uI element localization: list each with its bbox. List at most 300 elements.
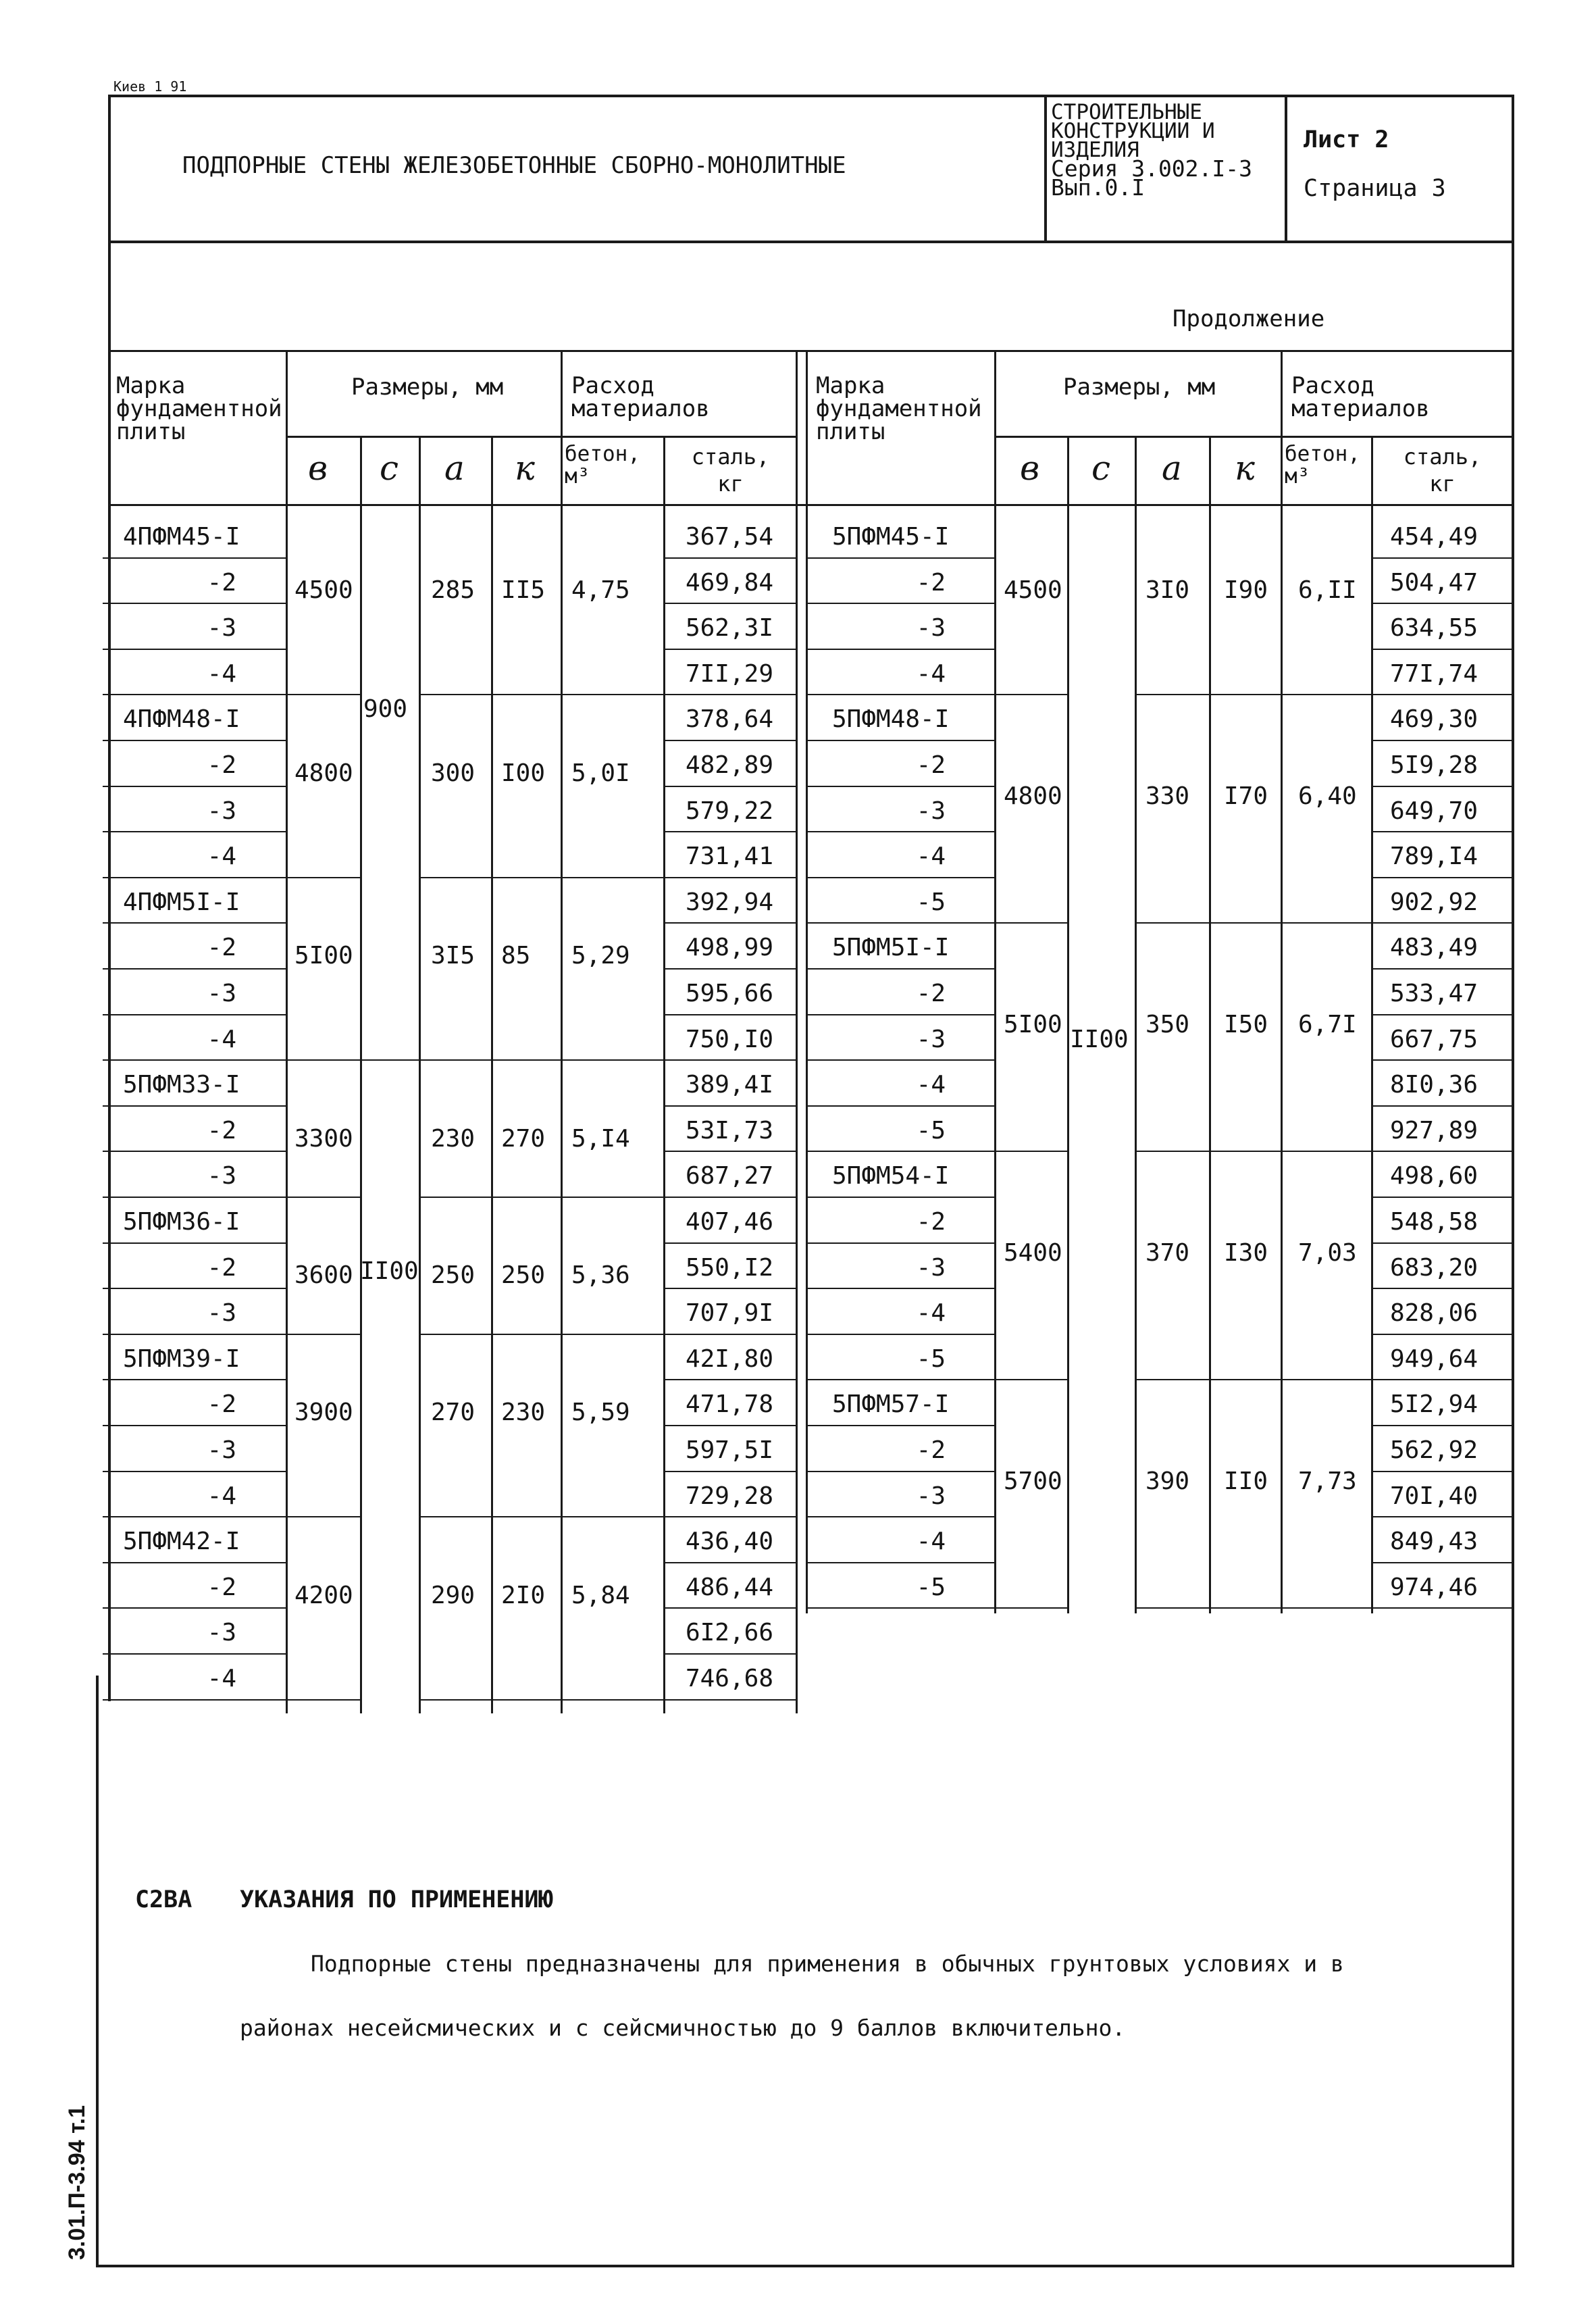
row-divider xyxy=(806,1288,996,1289)
row-divider xyxy=(663,1334,797,1335)
group-divider xyxy=(419,877,663,878)
row-divider xyxy=(1371,922,1514,924)
row-divider xyxy=(663,877,797,878)
col-k-right: к xyxy=(1235,449,1255,488)
concrete-header: бетон, м³ xyxy=(565,442,640,488)
table-row-mark: -3 xyxy=(207,1619,236,1647)
group-beton: 7,73 xyxy=(1298,1467,1357,1495)
table-row-mark: -2 xyxy=(916,568,946,597)
frame-bottom xyxy=(96,2265,1514,2267)
row-divider xyxy=(663,1242,797,1244)
row-divider xyxy=(1371,1516,1514,1517)
group-b: 4800 xyxy=(294,759,353,787)
group-k: 230 xyxy=(501,1399,546,1427)
group-k: I70 xyxy=(1224,782,1268,810)
table-row-steel: 731,41 xyxy=(685,842,773,871)
group-b: 3900 xyxy=(294,1399,353,1427)
top-stamp: Киев 1 91 xyxy=(113,78,187,95)
table-row-mark: -3 xyxy=(207,980,236,1007)
group-c: 900 xyxy=(363,695,408,724)
table-row-mark: -5 xyxy=(916,1573,946,1601)
row-divider xyxy=(806,1334,996,1335)
table-row-mark: 5ПФМ57-I xyxy=(832,1390,950,1419)
group-divider xyxy=(1135,1607,1372,1609)
frame-top xyxy=(108,95,1514,97)
table-row-mark: -3 xyxy=(207,614,236,643)
group-divider xyxy=(1135,922,1372,924)
page-number: Страница 3 xyxy=(1304,175,1446,202)
row-divider xyxy=(103,1242,287,1244)
row-divider xyxy=(806,1516,996,1517)
table-row-steel: 498,99 xyxy=(685,934,773,962)
group-beton: 6,II xyxy=(1298,576,1357,605)
group-k: 85 xyxy=(501,942,531,970)
group-a: 370 xyxy=(1145,1238,1190,1267)
group-divider xyxy=(994,1379,1069,1380)
row-divider xyxy=(103,831,287,832)
group-a: 3I0 xyxy=(1145,576,1190,605)
group-a: 3I5 xyxy=(431,942,475,970)
table-row-steel: 6I2,66 xyxy=(685,1619,773,1647)
table-row-steel: 469,84 xyxy=(685,568,773,597)
col-k: к xyxy=(515,449,535,488)
group-a: 230 xyxy=(431,1124,475,1153)
series-line: СТРОИТЕЛЬНЫЕ xyxy=(1051,100,1202,124)
row-divider xyxy=(806,1242,996,1244)
group-divider xyxy=(419,1699,663,1701)
table-row-mark: 5ПФМ39-I xyxy=(123,1344,240,1373)
group-beton: 5,59 xyxy=(571,1399,630,1427)
table-row-steel: 454,49 xyxy=(1389,523,1478,551)
table-row-mark: 5ПФМ48-I xyxy=(832,705,950,734)
row-divider xyxy=(103,1425,287,1426)
table-row-mark: 4ПФМ48-I xyxy=(123,705,240,734)
row-divider xyxy=(806,1425,996,1426)
group-divider xyxy=(286,1334,361,1335)
side-stamp: 3.01.П-3.94 т.1 xyxy=(64,2105,90,2260)
row-divider xyxy=(1371,877,1514,878)
table-row-steel: 849,43 xyxy=(1389,1528,1478,1556)
group-k: I30 xyxy=(1224,1238,1268,1267)
group-divider xyxy=(1135,694,1372,695)
table-row-steel: 471,78 xyxy=(685,1390,773,1419)
row-divider xyxy=(103,968,287,970)
table-row-steel: 729,28 xyxy=(685,1482,773,1510)
row-divider xyxy=(1371,557,1514,559)
table-row-mark: -2 xyxy=(916,751,946,779)
table-row-steel: 746,68 xyxy=(685,1665,773,1692)
row-divider xyxy=(806,603,996,604)
row-divider xyxy=(103,1379,287,1380)
table-row-mark: -3 xyxy=(916,614,946,643)
row-divider xyxy=(103,1516,287,1517)
row-divider xyxy=(663,1607,797,1609)
row-divider xyxy=(1371,1242,1514,1244)
section-text-line: районах несейсмических и с сейсмичностью до 9 баллов включительно. xyxy=(240,2015,1126,2041)
table-row-steel: 949,64 xyxy=(1389,1344,1478,1373)
group-beton: 6,40 xyxy=(1298,782,1357,810)
table-row-steel: 482,89 xyxy=(685,751,773,779)
row-divider xyxy=(663,1197,797,1198)
group-k: I50 xyxy=(1224,1010,1268,1038)
table-row-mark: -4 xyxy=(207,1025,236,1053)
group-k: 250 xyxy=(501,1261,546,1290)
table-row-mark: -2 xyxy=(207,934,236,962)
table-row-steel: 483,49 xyxy=(1389,934,1478,962)
table-row-steel: 367,54 xyxy=(685,523,773,551)
table-row-steel: 687,27 xyxy=(685,1162,773,1190)
table-row-mark: -3 xyxy=(207,1299,236,1328)
table-row-steel: 504,47 xyxy=(1389,568,1478,597)
table-row-steel: 7II,29 xyxy=(685,659,773,688)
table-row-steel: 902,92 xyxy=(1389,888,1478,916)
row-divider xyxy=(1371,1105,1514,1107)
table-row-mark: -2 xyxy=(916,1436,946,1464)
table-row-steel: 77I,74 xyxy=(1389,659,1478,688)
row-divider xyxy=(103,603,287,604)
group-b: 3300 xyxy=(294,1124,353,1153)
table-row-steel: 579,22 xyxy=(685,797,773,825)
row-divider xyxy=(103,1197,287,1198)
mark-header: Марка фундаментной плиты xyxy=(116,372,282,445)
row-divider xyxy=(1371,694,1514,695)
group-divider xyxy=(419,1516,663,1517)
row-divider xyxy=(663,1471,797,1472)
group-a: 390 xyxy=(1145,1467,1190,1495)
table-row-steel: 683,20 xyxy=(1389,1253,1478,1282)
group-divider xyxy=(419,1059,663,1061)
row-divider xyxy=(103,740,287,741)
col-c-right: с xyxy=(1091,449,1111,488)
table-row-mark: 5ПФМ42-I xyxy=(123,1528,240,1556)
group-a: 350 xyxy=(1145,1010,1190,1038)
row-divider xyxy=(663,1105,797,1107)
sheet-number: Лист 2 xyxy=(1304,126,1389,153)
row-divider xyxy=(663,1425,797,1426)
row-divider xyxy=(806,1379,996,1380)
row-divider xyxy=(806,1151,996,1152)
table-row-mark: -4 xyxy=(916,1528,946,1556)
table-row-mark: -2 xyxy=(207,568,236,597)
row-divider xyxy=(663,694,797,695)
table-row-steel: 533,47 xyxy=(1389,980,1478,1007)
table-row-mark: -4 xyxy=(207,842,236,871)
group-a: 330 xyxy=(1145,782,1190,810)
row-divider xyxy=(806,1059,996,1061)
table-row-steel: 667,75 xyxy=(1389,1025,1478,1053)
group-divider xyxy=(419,694,663,695)
group-b: 5700 xyxy=(1004,1467,1062,1495)
table-row-mark: -4 xyxy=(916,842,946,871)
steel-header: сталь, кг xyxy=(691,444,770,497)
row-divider xyxy=(663,740,797,741)
group-divider xyxy=(286,877,361,878)
table-row-steel: 5I2,94 xyxy=(1389,1390,1478,1419)
col-c: с xyxy=(380,449,399,488)
group-divider xyxy=(1135,1151,1372,1152)
concrete-header-right: бетон, м³ xyxy=(1285,442,1360,488)
table-row-mark: -2 xyxy=(207,1390,236,1419)
row-divider xyxy=(663,1562,797,1563)
row-divider xyxy=(1371,968,1514,970)
group-divider xyxy=(1135,1379,1372,1380)
row-divider xyxy=(103,1334,287,1335)
table-row-steel: 469,30 xyxy=(1389,705,1478,734)
row-divider xyxy=(806,1105,996,1107)
table-row-steel: 595,66 xyxy=(685,980,773,1007)
row-divider xyxy=(806,1197,996,1198)
table-row-mark: -4 xyxy=(207,659,236,688)
group-k: I00 xyxy=(501,759,546,787)
row-divider xyxy=(103,649,287,650)
row-divider xyxy=(103,786,287,787)
table-row-steel: 707,9I xyxy=(685,1299,773,1328)
row-divider xyxy=(103,1059,287,1061)
group-divider xyxy=(286,694,361,695)
col-a: а xyxy=(444,449,465,488)
document-title: ПОДПОРНЫЕ СТЕНЫ ЖЕЛЕЗОБЕТОННЫЕ СБОРНО-МОНОЛИТНЫЕ xyxy=(182,152,846,179)
table-row-mark: -4 xyxy=(916,659,946,688)
group-k: II5 xyxy=(501,576,546,605)
group-beton: 5,29 xyxy=(571,942,630,970)
table-row-steel: 389,4I xyxy=(685,1071,773,1099)
table-row-mark: -3 xyxy=(916,1253,946,1282)
table-row-mark: -4 xyxy=(916,1299,946,1328)
group-b: 5I00 xyxy=(294,942,353,970)
table-row-mark: 5ПФМ45-I xyxy=(832,523,950,551)
table-row-mark: 4ПФМ5I-I xyxy=(123,888,240,916)
row-divider xyxy=(1371,1562,1514,1563)
row-divider xyxy=(663,968,797,970)
group-beton: 5,0I xyxy=(571,759,630,787)
table-row-mark: -3 xyxy=(207,1436,236,1464)
row-divider xyxy=(663,831,797,832)
group-beton: 5,I4 xyxy=(571,1124,630,1153)
table-row-steel: 649,70 xyxy=(1389,797,1478,825)
section-code: С2ВА xyxy=(135,1886,192,1913)
table-row-steel: 548,58 xyxy=(1389,1208,1478,1236)
table-row-steel: 789,I4 xyxy=(1389,842,1478,871)
row-divider xyxy=(663,557,797,559)
table-row-mark: 5ПФМ54-I xyxy=(832,1162,950,1190)
group-a: 290 xyxy=(431,1581,475,1609)
row-divider xyxy=(663,1516,797,1517)
table-row-steel: 486,44 xyxy=(685,1573,773,1601)
row-divider xyxy=(1371,740,1514,741)
row-divider xyxy=(103,1105,287,1107)
table-row-steel: 53I,73 xyxy=(685,1116,773,1145)
table-row-mark: -2 xyxy=(207,1116,236,1145)
table-row-mark: -4 xyxy=(207,1482,236,1510)
row-divider xyxy=(103,1471,287,1472)
row-divider xyxy=(663,786,797,787)
series-line: Серия 3.002.I-3 xyxy=(1051,155,1253,182)
row-divider xyxy=(806,968,996,970)
row-divider xyxy=(806,786,996,787)
row-divider xyxy=(663,1014,797,1015)
group-divider xyxy=(286,1197,361,1198)
steel-header-right: сталь, кг xyxy=(1403,444,1482,497)
group-k: II0 xyxy=(1224,1467,1268,1495)
row-divider xyxy=(1371,1014,1514,1015)
row-divider xyxy=(103,877,287,878)
group-b: 5400 xyxy=(1004,1238,1062,1267)
row-divider xyxy=(806,877,996,878)
mark-header-right: Марка фундаментной плиты xyxy=(816,372,982,445)
group-divider xyxy=(994,1151,1069,1152)
row-divider xyxy=(103,1562,287,1563)
group-divider xyxy=(286,1059,361,1061)
group-divider xyxy=(994,922,1069,924)
series-line: КОНСТРУКЦИИ И xyxy=(1051,119,1215,143)
row-divider xyxy=(663,603,797,604)
table-row-steel: 498,60 xyxy=(1389,1162,1478,1190)
table-row-steel: 5I9,28 xyxy=(1389,751,1478,779)
table-row-steel: 750,I0 xyxy=(685,1025,773,1053)
row-divider xyxy=(1371,1379,1514,1380)
table-row-steel: 392,94 xyxy=(685,888,773,916)
row-divider xyxy=(103,1151,287,1152)
table-row-mark: -3 xyxy=(916,1482,946,1510)
table-row-mark: -2 xyxy=(207,1573,236,1601)
table-row-steel: 42I,80 xyxy=(685,1344,773,1373)
frame-right xyxy=(1512,95,1514,2267)
row-divider xyxy=(806,1014,996,1015)
row-divider xyxy=(663,1151,797,1152)
row-divider xyxy=(103,1014,287,1015)
group-a: 270 xyxy=(431,1399,475,1427)
frame-left xyxy=(108,95,111,1701)
row-divider xyxy=(1371,1151,1514,1152)
row-divider xyxy=(1371,649,1514,650)
table-row-steel: 828,06 xyxy=(1389,1299,1478,1328)
row-divider xyxy=(103,1288,287,1289)
group-b: 3600 xyxy=(294,1261,353,1290)
table-row-steel: 378,64 xyxy=(685,705,773,734)
table-row-steel: 562,3I xyxy=(685,614,773,643)
row-divider xyxy=(663,649,797,650)
table-row-steel: 974,46 xyxy=(1389,1573,1478,1601)
sizes-header: Размеры, мм xyxy=(351,374,504,401)
group-k: 270 xyxy=(501,1124,546,1153)
table-row-mark: -3 xyxy=(916,797,946,825)
table-row-steel: 550,I2 xyxy=(685,1253,773,1282)
table-row-mark: 5ПФМ33-I xyxy=(123,1071,240,1099)
row-divider xyxy=(103,1653,287,1655)
group-beton: 5,36 xyxy=(571,1261,630,1290)
row-divider xyxy=(1371,603,1514,604)
row-divider xyxy=(1371,1059,1514,1061)
row-divider xyxy=(1371,1334,1514,1335)
row-divider xyxy=(103,557,287,559)
group-divider xyxy=(419,1334,663,1335)
group-divider xyxy=(994,1607,1069,1609)
col-b-right: в xyxy=(1020,449,1040,488)
group-b: 4500 xyxy=(1004,576,1062,605)
table-row-steel: 70I,40 xyxy=(1389,1482,1478,1510)
group-b: 5I00 xyxy=(1004,1010,1062,1038)
row-divider xyxy=(663,1699,797,1701)
row-divider xyxy=(806,1607,996,1609)
row-divider xyxy=(103,922,287,924)
table-row-mark: -4 xyxy=(207,1665,236,1692)
table-row-mark: -3 xyxy=(916,1025,946,1053)
table-row-steel: 634,55 xyxy=(1389,614,1478,643)
table-row-steel: 407,46 xyxy=(685,1208,773,1236)
group-a: 250 xyxy=(431,1261,475,1290)
row-divider xyxy=(806,922,996,924)
table-row-mark: 5ПФМ5I-I xyxy=(832,934,950,962)
row-divider xyxy=(103,1607,287,1609)
table-row-steel: 927,89 xyxy=(1389,1116,1478,1145)
table-row-mark: -5 xyxy=(916,888,946,916)
table-row-steel: 597,5I xyxy=(685,1436,773,1464)
group-b: 4500 xyxy=(294,576,353,605)
group-divider xyxy=(419,1197,663,1198)
table-row-mark: -3 xyxy=(207,1162,236,1190)
frame-left-lower xyxy=(96,1676,99,2266)
row-divider xyxy=(103,694,287,695)
table-row-mark: -2 xyxy=(916,980,946,1007)
group-b: 4800 xyxy=(1004,782,1062,810)
row-divider xyxy=(1371,831,1514,832)
series-line: Вып.0.I xyxy=(1051,174,1145,201)
row-divider xyxy=(663,1653,797,1655)
group-divider xyxy=(286,1699,361,1701)
row-divider xyxy=(806,1562,996,1563)
group-beton: 4,75 xyxy=(571,576,630,605)
row-divider xyxy=(1371,786,1514,787)
row-divider xyxy=(103,1699,287,1701)
group-divider xyxy=(286,1516,361,1517)
series-block xyxy=(1051,100,1253,201)
group-a: 300 xyxy=(431,759,475,787)
table-row-mark: -5 xyxy=(916,1344,946,1373)
row-divider xyxy=(806,649,996,650)
group-k: I90 xyxy=(1224,576,1268,605)
group-b: 4200 xyxy=(294,1581,353,1609)
group-c: II00 xyxy=(360,1257,419,1285)
row-divider xyxy=(1371,1288,1514,1289)
col-a-right: а xyxy=(1162,449,1182,488)
table-row-mark: -4 xyxy=(916,1071,946,1099)
table-row-mark: -3 xyxy=(207,797,236,825)
table-row-steel: 436,40 xyxy=(685,1528,773,1556)
row-divider xyxy=(663,1059,797,1061)
row-divider xyxy=(806,740,996,741)
row-divider xyxy=(806,1471,996,1472)
group-k: 2I0 xyxy=(501,1581,546,1609)
continuation-label: Продолжение xyxy=(1173,305,1325,332)
section-heading: УКАЗАНИЯ ПО ПРИМЕНЕНИЮ xyxy=(240,1886,553,1913)
row-divider xyxy=(1371,1425,1514,1426)
sizes-header-right: Размеры, мм xyxy=(1063,374,1216,401)
row-divider xyxy=(806,694,996,695)
table-row-mark: -2 xyxy=(916,1208,946,1236)
group-a: 285 xyxy=(431,576,475,605)
consumption-header: Расход материалов xyxy=(571,372,710,422)
table-row-steel: 562,92 xyxy=(1389,1436,1478,1464)
table-row-mark: 5ПФМ36-I xyxy=(123,1208,240,1236)
consumption-header-right: Расход материалов xyxy=(1291,372,1430,422)
row-divider xyxy=(663,1379,797,1380)
series-line: ИЗДЕЛИЯ xyxy=(1051,138,1139,162)
group-c: II00 xyxy=(1070,1025,1129,1053)
row-divider xyxy=(806,557,996,559)
row-divider xyxy=(806,831,996,832)
table-row-mark: 4ПФМ45-I xyxy=(123,523,240,551)
row-divider xyxy=(663,1288,797,1289)
